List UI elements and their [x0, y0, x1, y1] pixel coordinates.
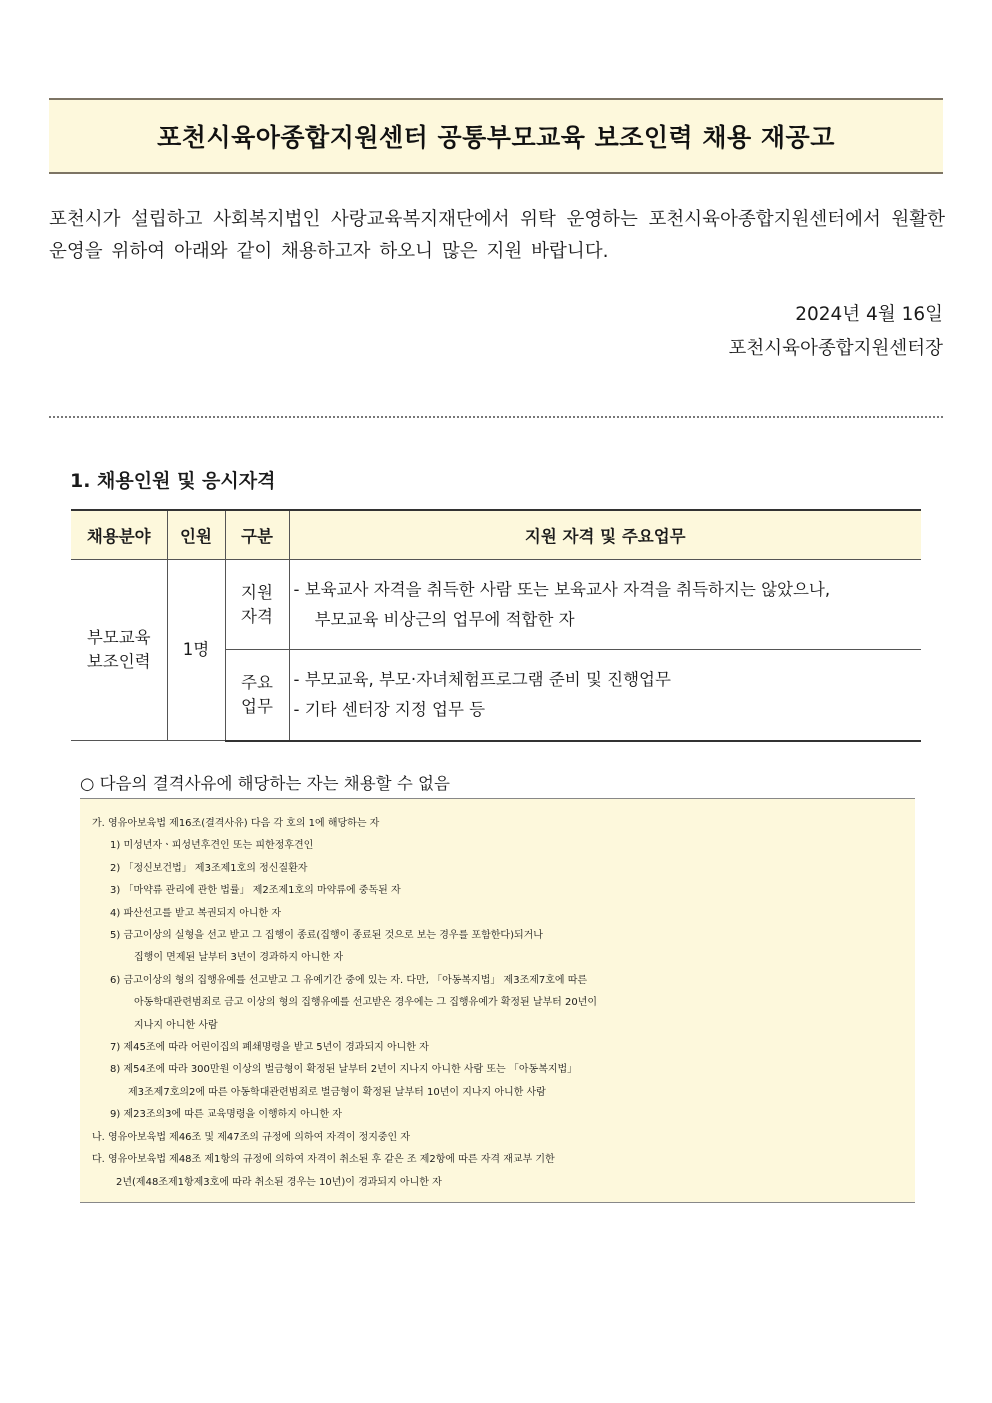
- qualification-label-cell: [225, 560, 289, 650]
- dotted-divider: [49, 416, 943, 418]
- notice-line: 7) 제45조에 따라 어린이집의 폐쇄명령을 받고 5년이 경과되지 아니한 자: [110, 1042, 429, 1054]
- notice-line: 집행이 면제된 날부터 3년이 경과하지 아니한 자: [134, 952, 343, 964]
- qual-line-1: - 보육교사 자격을 취득한 사람 또는 보육교사 자격을 취득하지는 않았으나,: [293, 579, 831, 599]
- notice-line: 다. 영유아보육법 제48조 제1항의 규정에 의하여 자격이 취소된 후 같은 조 제2항에 따른 자격 재교부 기한: [92, 1154, 555, 1166]
- field-cell: [71, 560, 167, 741]
- qual-label-line-1: 지원: [241, 582, 273, 602]
- notice-line: 지나지 아니한 사람: [134, 1019, 218, 1031]
- section-title-recruitment: 1. 채용인원 및 응시자격: [70, 470, 276, 492]
- header-qualification-duty: 지원 자격 및 주요업무: [289, 510, 921, 560]
- notice-line: 제3조제7호의2에 따른 아동학대관련범죄로 벌금형이 확정된 날부터 10년이 지나지 아니한 사람: [128, 1086, 546, 1098]
- notice-line: 9) 제23조의3에 따른 교육명령을 이행하지 아니한 자: [110, 1109, 342, 1121]
- duty-label-line-1: 주요: [241, 672, 273, 692]
- header-field: 채용분야: [71, 510, 167, 560]
- table-header-row: [71, 510, 921, 560]
- notice-line: 2년(제48조제1항제3호에 따라 취소된 경우는 10년)이 경과되지 아니한 자: [116, 1176, 442, 1188]
- field-line-2: 보조인력: [86, 652, 151, 671]
- issuer-name: 포천시육아종합지원센터장: [728, 338, 943, 359]
- count-cell: 1명: [167, 560, 225, 741]
- notice-line: 6) 금고이상의 형의 집행유예를 선고받고 그 유예기간 중에 있는 자. 다만, 「아동복지법」 제3조제7호에 따른: [110, 974, 588, 986]
- title-box: [49, 98, 943, 174]
- notice-line: 나. 영유아보육법 제46조 및 제47조의 규정에 의하여 자격이 정지중인 자: [92, 1131, 411, 1143]
- duty-line-1: - 부모교육, 부모·자녀체험프로그램 준비 및 진행업무: [293, 669, 671, 689]
- disqualification-heading: ○ 다음의 결격사유에 해당하는 자는 채용할 수 없음: [80, 774, 450, 793]
- notice-line: 8) 제54조에 따라 300만원 이상의 벌금형이 확정된 날부터 2년이 지나지 아니한 사람 또는 「아동복지법」: [110, 1064, 578, 1076]
- intro-paragraph: 포천시가 설립하고 사회복지법인 사랑교육복지재단에서 위탁 운영하는 포천시육아종합지원센터에서 원활한 운영을 위하여 아래와 같이 채용하고자 하오니 많은 지원 바랍니다.: [49, 209, 945, 262]
- notice-line: 아동학대관련범죄로 금고 이상의 형의 집행유예를 선고받은 경우에는 그 집행유예가 확정된 날부터 20년이: [134, 997, 598, 1009]
- page-title: 포천시육아종합지원센터 공통부모교육 보조인력 채용 재공고: [157, 123, 835, 152]
- disqualification-box: [80, 798, 915, 1203]
- qualification-content-cell: [289, 560, 921, 650]
- table-row-qualification: [71, 560, 921, 650]
- header-category: 구분: [225, 510, 289, 560]
- notice-line: 2) 「정신보건법」 제3조제1호의 정신질환자: [110, 862, 308, 874]
- duty-label-cell: [225, 650, 289, 741]
- recruitment-table: [71, 509, 921, 742]
- qual-line-2: 부모교육 비상근의 업무에 적합한 자: [314, 609, 575, 629]
- notice-line: 3) 「마약류 관리에 관한 법률」 제2조제1호의 마약류에 중독된 자: [110, 885, 401, 897]
- notice-line: 4) 파산선고를 받고 복권되지 아니한 자: [110, 907, 282, 919]
- notice-line: 5) 금고이상의 실형을 선고 받고 그 집행이 종료(집행이 종료된 것으로 보는 경우를 포함한다)되거나: [110, 930, 543, 942]
- duty-line-2: - 기타 센터장 지정 업무 등: [293, 699, 486, 719]
- field-line-1: 부모교육: [86, 628, 151, 647]
- duty-label-line-2: 업무: [241, 696, 273, 716]
- qual-label-line-2: 자격: [241, 606, 273, 626]
- notice-line: 가. 영유아보육법 제16조(결격사유) 다음 각 호의 1에 해당하는 자: [92, 818, 380, 829]
- notice-line: 1) 미성년자ㆍ피성년후견인 또는 피한정후견인: [110, 840, 314, 852]
- announcement-date: 2024년 4월 16일: [795, 304, 943, 325]
- header-count: 인원: [167, 510, 225, 560]
- duty-content-cell: [289, 650, 921, 741]
